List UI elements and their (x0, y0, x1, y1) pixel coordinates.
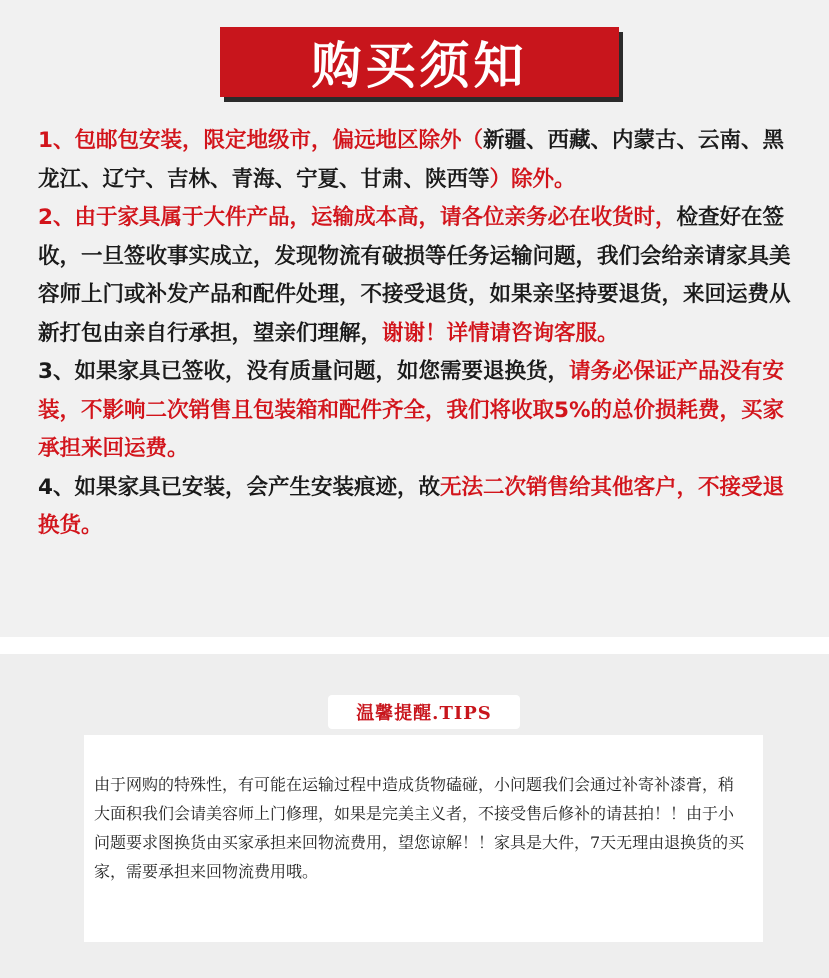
tips-text: 由于网购的特殊性，有可能在运输过程中造成货物磕碰，小问题我们会通过补寄补漆膏，稍大面积我们会请美容师上门修理，如果是完美主义者，不接受售后修补的请甚拍！！由于小问题要求图换货由买家承担来回物流费用，望您谅解！！家具是大件，7天无理由退换货的买家，需要承担来回物流费用哦。 (94, 775, 745, 881)
title-banner (220, 27, 619, 97)
tips-label: 温馨提醒.TIPS (328, 695, 520, 729)
rule-3-part-1: 3、如果家具已签收，没有质量问题，如您需要退换货， (38, 359, 569, 384)
rule-4 (38, 469, 798, 546)
rule-1-part-3: ）除外。 (489, 166, 576, 192)
rule-4-part-2: 无法二次销售给其他客户，不接受退换货。 (38, 474, 784, 538)
rule-4-part-1: 4、如果家具已安装，会产生安装痕迹，故 (38, 474, 440, 500)
rule-1-part-1: 1、包邮包安装，限定地级市，偏远地区除外（ (38, 128, 483, 153)
rule-1-part-2: 新疆、西藏、内蒙古、云南、黑龙江、辽宁、吉林、青海、宁夏、甘肃、陕西等 (38, 128, 784, 192)
rule-2-part-3: 谢谢！详情请咨询客服。 (382, 320, 619, 346)
page-title: 购买须知 (311, 36, 528, 95)
rules-list (38, 122, 798, 546)
rule-3 (38, 353, 798, 469)
rule-2-part-1: 2、由于家具属于大件产品，运输成本高，请各位亲务必在收货时， (38, 205, 677, 230)
rule-2 (38, 199, 798, 353)
rule-1 (38, 122, 798, 199)
rule-3-part-2: 请务必保证产品没有安装，不影响二次销售且包装箱和配件齐全，我们将收取5%的总价损耗费，买家承担来回运费。 (38, 359, 785, 461)
tips-section (0, 654, 829, 978)
section-divider (0, 637, 829, 654)
tips-card (84, 735, 763, 942)
rule-2-part-2: 检查好在签收，一旦签收事实成立，发现物流有破损等任务运输问题，我们会给亲请家具美容师上门或补发产品和配件处理，不接受退货，如果亲坚持要退货，来回运费从新打包由亲自行承担，望亲们理解， (38, 205, 791, 346)
